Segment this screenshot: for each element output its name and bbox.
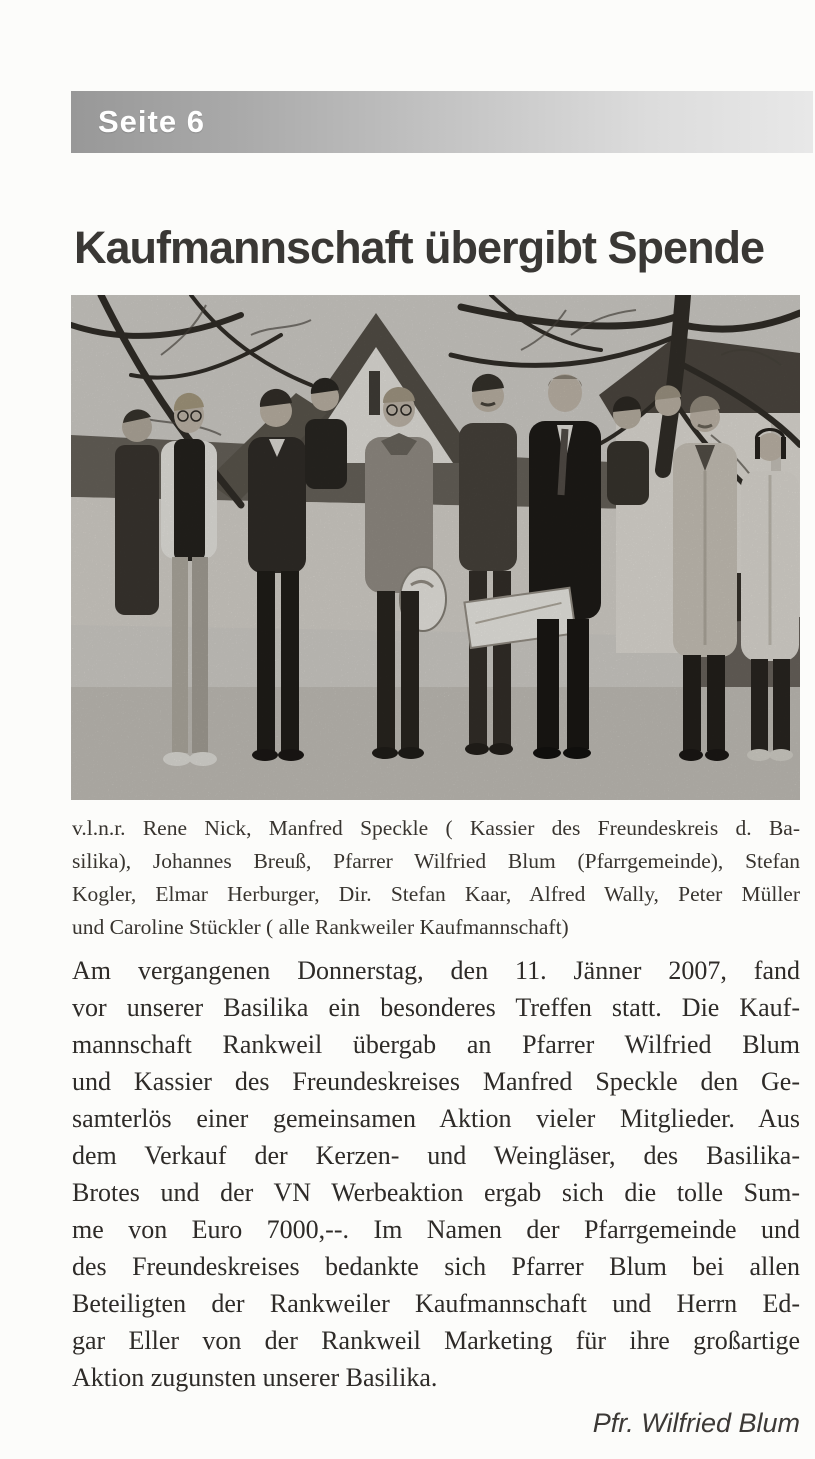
photo-caption: [72, 812, 800, 944]
body-line: mannschaft Rankweil übergab an Pfarrer Wilfried Blum: [72, 1030, 800, 1059]
body-line: gar Eller von der Rankweil Marketing für ihre großartige: [72, 1326, 800, 1355]
group-photo: [71, 295, 800, 800]
body-line: des Freundeskreises bedankte sich Pfarrer Blum bei allen: [72, 1252, 800, 1281]
body-line: samterlös einer gemeinsamen Aktion vieler Mitglieder. Aus: [72, 1104, 800, 1133]
body-line: Beteiligten der Rankweiler Kaufmannschaft und Herrn Ed-: [72, 1289, 800, 1318]
page-number-label: Seite 6: [98, 104, 205, 139]
caption-line: und Caroline Stückler ( alle Rankweiler Kaufmannschaft): [72, 915, 569, 939]
caption-line: Kogler, Elmar Herburger, Dir. Stefan Kaar, Alfred Wally, Peter Müller: [72, 882, 800, 906]
body-line: Aktion zugunsten unserer Basilika.: [72, 1363, 438, 1392]
caption-line: v.l.n.r. Rene Nick, Manfred Speckle ( Kassier des Freundeskreis d. Ba-: [72, 816, 800, 840]
body-line: Brotes und der VN Werbeaktion ergab sich die tolle Sum-: [72, 1178, 800, 1207]
caption-line: silika), Johannes Breuß, Pfarrer Wilfried Blum (Pfarrgemeinde), Stefan: [72, 849, 800, 873]
body-paragraph: [72, 952, 800, 1396]
body-line: Am vergangenen Donnerstag, den 11. Jänner 2007, fand: [72, 956, 800, 985]
body-line: me von Euro 7000,--. Im Namen der Pfarrgemeinde und: [72, 1215, 800, 1244]
body-line: dem Verkauf der Kerzen- und Weingläser, des Basilika-: [72, 1141, 800, 1170]
photo-grain-overlay: [71, 295, 800, 800]
page-header-bar: [71, 91, 813, 153]
byline: Pfr. Wilfried Blum: [592, 1408, 800, 1438]
body-line: und Kassier des Freundeskreises Manfred Speckle den Ge-: [72, 1067, 800, 1096]
body-line: vor unserer Basilika ein besonderes Treffen statt. Die Kauf-: [72, 993, 800, 1022]
article-title: Kaufmannschaft übergibt Spende: [74, 222, 765, 273]
group-photo-illustration: [71, 295, 800, 800]
